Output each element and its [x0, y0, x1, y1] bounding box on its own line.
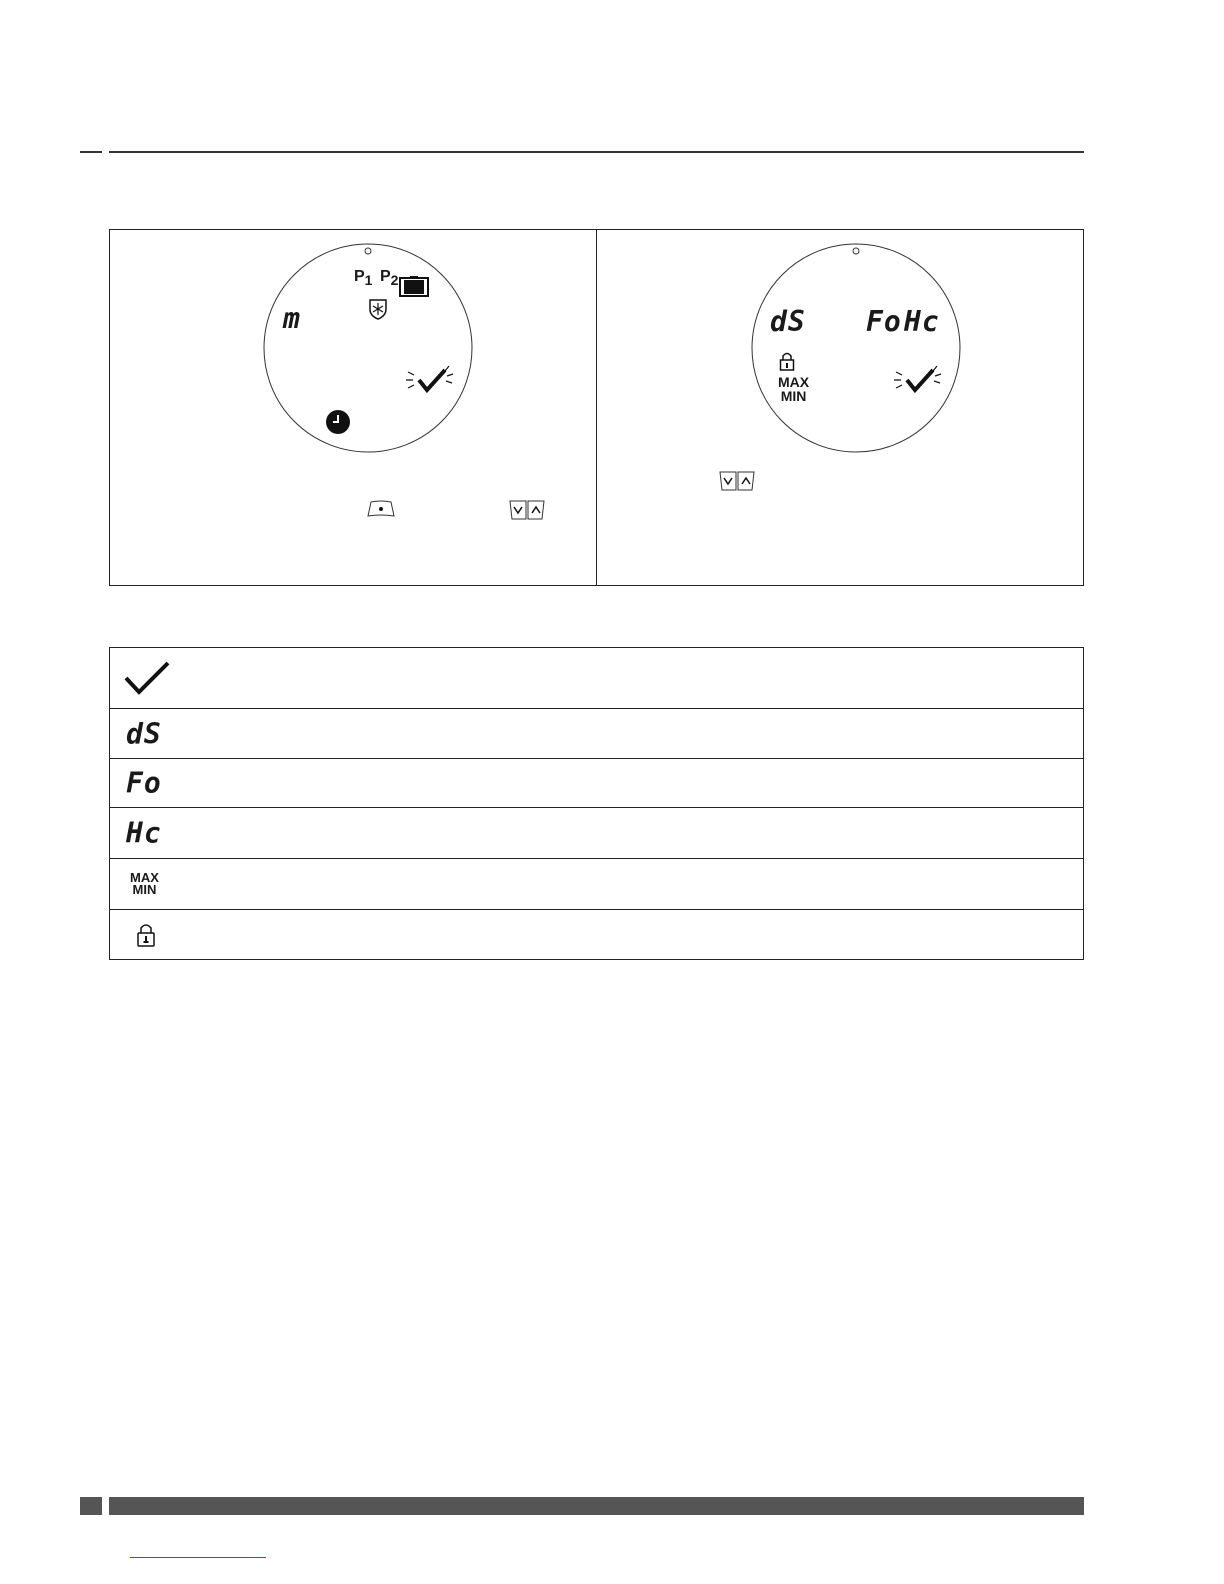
- max-label: MAX: [778, 374, 810, 390]
- min-label: MIN: [780, 388, 807, 404]
- confirm-check-icon-right: [893, 364, 943, 394]
- legend-row-lock: [110, 910, 1083, 959]
- legend-row-fo: [110, 759, 1083, 808]
- legend-code-ds: dS: [126, 717, 162, 750]
- up-down-buttons-icon: [509, 500, 545, 520]
- segment-code-ds: dS: [770, 305, 806, 338]
- footer-link-underline[interactable]: [130, 1557, 266, 1558]
- legend-row-check: [110, 648, 1083, 709]
- segment-code-hc: Hc: [904, 305, 940, 338]
- legend-max-min: [130, 872, 159, 896]
- legend-row-ds: [110, 709, 1083, 759]
- header-rule: [109, 151, 1084, 153]
- legend-code-hc: Hc: [126, 816, 162, 850]
- max-min-label: [778, 375, 809, 403]
- suitcase-icon: [399, 276, 429, 297]
- symbol-legend-table: [109, 647, 1084, 960]
- segment-display-m: m: [283, 302, 301, 335]
- ok-button-icon: [367, 500, 395, 518]
- footer-page-marker: [80, 1497, 102, 1515]
- right-display: [751, 243, 961, 453]
- legend-row-maxmin: [110, 859, 1083, 910]
- segment-code-fo: Fo: [866, 305, 902, 338]
- footer-bar: [109, 1497, 1084, 1515]
- legend-code-fo: Fo: [126, 766, 162, 800]
- confirm-check-icon: [405, 364, 455, 394]
- legend-max-label: MAX: [130, 870, 159, 885]
- legend-lock-icon: [136, 922, 156, 948]
- legend-row-hc: [110, 808, 1083, 859]
- p1-label: $P_1$: [354, 268, 373, 289]
- clock-icon: [325, 409, 351, 435]
- right-display-outline: [751, 243, 961, 453]
- up-down-buttons-icon-right: [719, 471, 755, 491]
- panel-divider: [596, 229, 597, 586]
- p2-label: $P_2$: [380, 268, 399, 289]
- legend-min-label: MIN: [132, 882, 157, 897]
- header-rule-short: [80, 151, 102, 153]
- lock-icon: [779, 351, 795, 371]
- checkmark-icon: [124, 660, 170, 696]
- frost-protection-icon: [368, 298, 388, 320]
